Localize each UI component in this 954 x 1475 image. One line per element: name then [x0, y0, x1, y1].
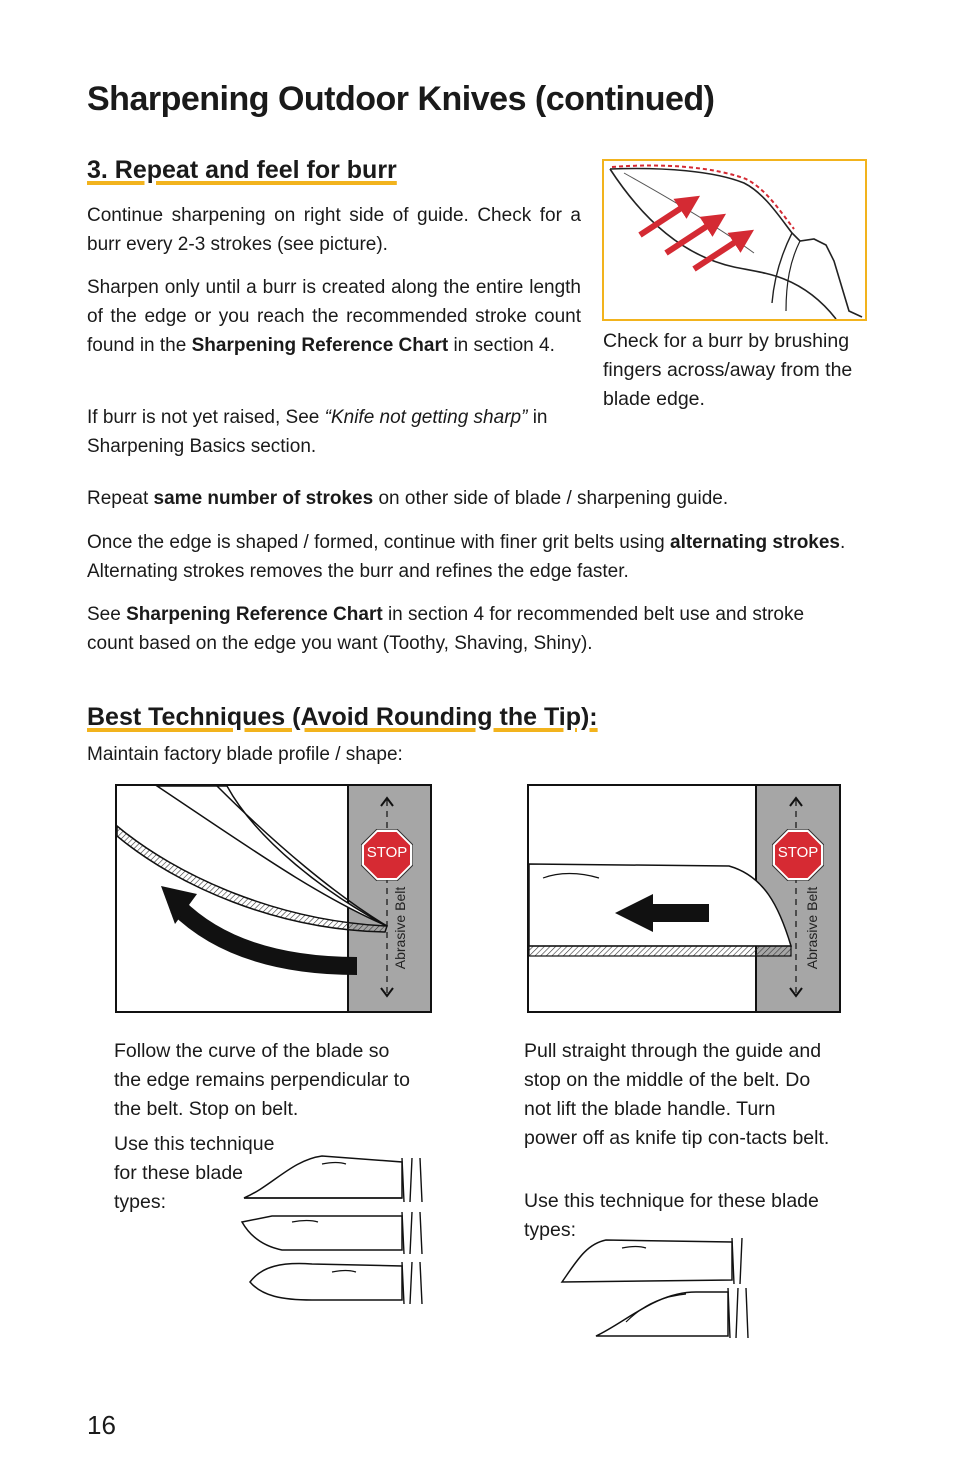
knife-burr-illustration — [604, 161, 865, 319]
straight-pull-illustration — [529, 786, 839, 1011]
burr-figure-caption: Check for a burr by brushing fingers across/away from the blade edge. — [603, 330, 853, 410]
page-title: Sharpening Outdoor Knives (continued) — [87, 80, 715, 118]
bold-phrase: same number of strokes — [153, 488, 374, 509]
reference-chart-link-text: Sharpening Reference Chart — [126, 604, 383, 625]
paragraph-sharpen-until-burr — [87, 273, 581, 360]
text-run: in Sharpening Basics section. — [87, 407, 548, 457]
text-run: See — [87, 604, 127, 625]
text-run: . Alternating strokes removes the burr and refines the edge faster. — [87, 532, 846, 582]
reference-chart-link-text: Sharpening Reference Chart — [191, 335, 449, 356]
maintain-profile-text: Maintain factory blade profile / shape: — [87, 744, 403, 765]
curve-technique-caption: Follow the curve of the blade so the edge remains perpendicular to the belt. Stop on belt. — [114, 1040, 410, 1120]
abrasive-belt-label: Abrasive Belt — [392, 886, 408, 970]
curved-blade-types-icon — [232, 1150, 428, 1310]
stop-label: STOP — [777, 844, 819, 861]
text-run: Repeat — [87, 488, 154, 509]
text-run: in section 4 for recommended belt use and stroke count based on the edge you want (Toothy, Shaving, Shiny). — [87, 604, 805, 654]
section-heading-repeat-burr: 3. Repeat and feel for burr — [87, 156, 397, 184]
page-number: 16 — [87, 1410, 116, 1440]
straight-blade-types-icon — [556, 1232, 760, 1340]
curve-technique-use-text: Use this technique for these blade types: — [114, 1133, 275, 1213]
text-run: in section 4. — [448, 335, 555, 356]
section-heading-best-techniques: Best Techniques (Avoid Rounding the Tip): — [87, 703, 598, 731]
burr-check-figure — [602, 159, 867, 321]
paragraph-repeat-strokes — [87, 484, 857, 513]
paragraph-burr-not-raised — [87, 403, 581, 461]
curve-technique-illustration — [117, 786, 430, 1011]
knife-not-sharp-reference: “Knife not getting sharp” — [324, 407, 528, 428]
paragraph-reference-chart — [87, 600, 847, 658]
straight-pull-caption: Pull straight through the guide and stop on the middle of the belt. Do not lift the blade handle. Turn power off as knife tip con-tacts belt. — [524, 1040, 830, 1149]
straight-pull-figure — [527, 784, 841, 1013]
red-arrow — [666, 219, 718, 253]
text-run: Once the edge is shaped / formed, continue with finer grit belts using — [87, 532, 670, 553]
text-run: If burr is not yet raised, See — [87, 407, 325, 428]
stop-sign-icon — [361, 829, 413, 881]
text-run: on other side of blade / sharpening guide. — [373, 488, 729, 509]
paragraph-finer-grit — [87, 528, 857, 586]
red-arrow — [640, 201, 692, 235]
text-run: Sharpen only until a burr is created along the entire length of the edge or you reach the recommended stroke count found in the — [87, 277, 581, 356]
stop-label: STOP — [366, 844, 408, 861]
paragraph-continue-sharpening: Continue sharpening on right side of guide. Check for a burr every 2-3 strokes (see picture). — [87, 205, 581, 255]
abrasive-belt-label: Abrasive Belt — [804, 886, 820, 970]
straight-pull-use-text: Use this technique for these blade types: — [524, 1190, 819, 1241]
stop-sign-icon — [772, 829, 824, 881]
bold-phrase: alternating strokes — [670, 532, 840, 553]
curve-technique-figure — [115, 784, 432, 1013]
